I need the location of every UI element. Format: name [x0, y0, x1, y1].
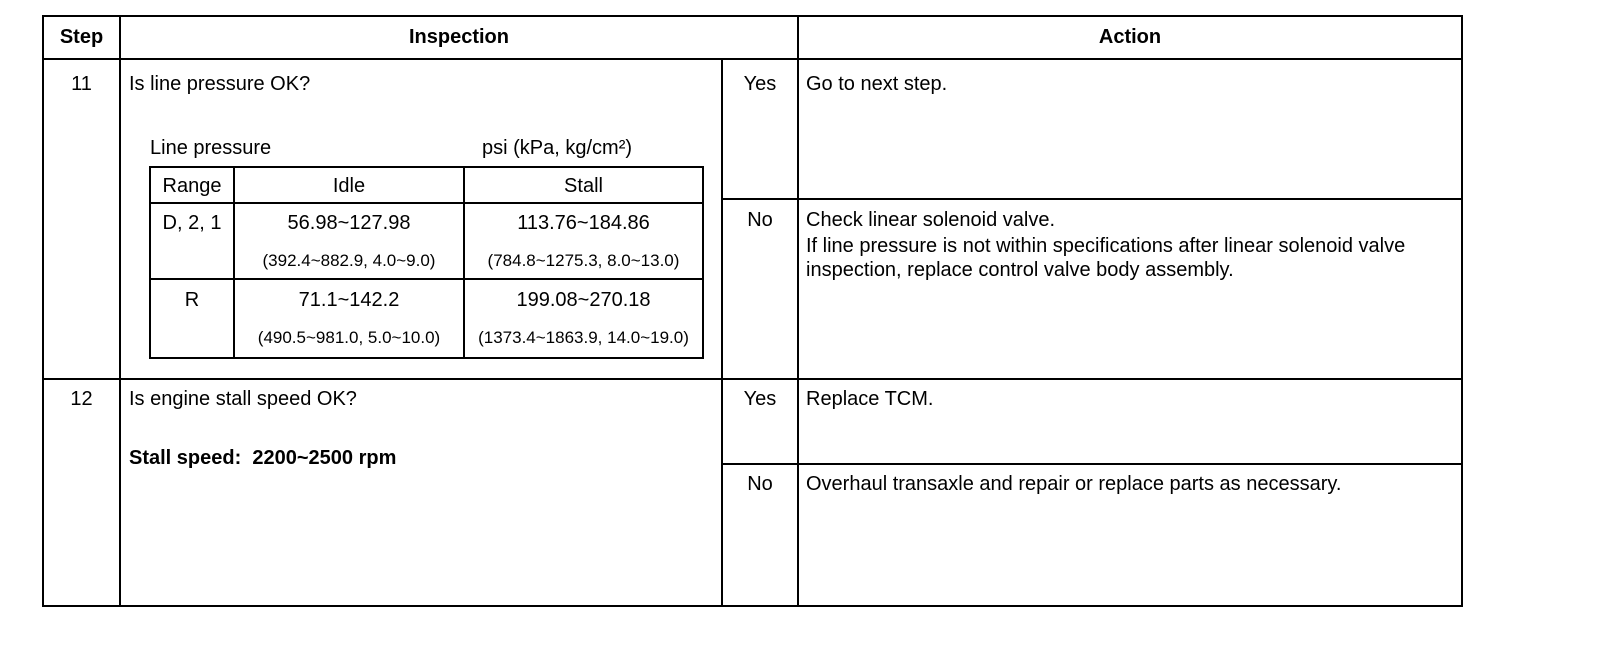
yesno-column-divider: [721, 58, 723, 607]
spec-stall-sub-cell: (784.8~1275.3, 8.0~13.0): [487, 251, 680, 270]
no-label: No: [747, 473, 773, 495]
spec-col-stall: Stall: [564, 175, 603, 197]
spec-range-cell: R: [184, 289, 200, 311]
spec-col-idle: Idle: [332, 175, 366, 197]
yes-label: Yes: [743, 388, 777, 410]
no-action-line-2: If line pressure is not within specifications after linear solenoid valve inspection, replace control valve body assembly.: [806, 235, 1406, 281]
row12-yesno-divider: [721, 463, 1463, 465]
inspection-question: Is line pressure OK?: [129, 73, 311, 95]
step-number: 12: [70, 388, 93, 410]
yes-action: Replace TCM.: [806, 388, 934, 410]
no-action-line-1: Check linear solenoid valve.: [806, 209, 1056, 231]
table-border-top: [42, 15, 1463, 17]
header-step: Step: [59, 26, 104, 48]
table-border-left: [42, 15, 44, 607]
spec-title: Line pressure: [150, 137, 272, 159]
yes-action: Go to next step.: [806, 73, 948, 95]
spec-units: psi (kPa, kg/cm²): [482, 137, 633, 159]
header-divider: [42, 58, 1463, 60]
spec-stall-cell: 199.08~270.18: [516, 289, 651, 311]
row11-yesno-divider: [721, 198, 1463, 200]
spec-idle-cell: 56.98~127.98: [287, 212, 411, 234]
spec-stall-sub-cell: (1373.4~1863.9, 14.0~19.0): [478, 328, 689, 347]
table-border-bottom: [42, 605, 1463, 607]
spec-stall-cell: 113.76~184.86: [517, 212, 650, 234]
spec-col-range: Range: [162, 175, 222, 197]
action-column-divider: [797, 15, 799, 607]
header-inspection: Inspection: [408, 26, 509, 48]
no-action: Overhaul transaxle and repair or replace parts as necessary.: [806, 473, 1342, 495]
stall-speed-spec: Stall speed: 2200~2500 rpm: [129, 447, 397, 469]
header-action: Action: [1098, 26, 1162, 48]
spec-header-divider: [149, 202, 704, 204]
spec-border-right: [702, 166, 704, 359]
row-divider: [42, 378, 1463, 380]
inspection-question: Is engine stall speed OK?: [129, 388, 357, 410]
step-number: 11: [71, 73, 92, 95]
spec-idle-sub-cell: (392.4~882.9, 4.0~9.0): [262, 251, 436, 270]
spec-idle-sub-cell: (490.5~981.0, 5.0~10.0): [257, 328, 441, 347]
table-border-right: [1461, 15, 1463, 607]
spec-range-cell: D, 2, 1: [162, 212, 222, 234]
step-column-divider: [119, 15, 121, 607]
spec-row-divider: [149, 278, 704, 280]
no-label: No: [747, 209, 773, 231]
spec-idle-cell: 71.1~142.2: [298, 289, 400, 311]
yes-label: Yes: [743, 73, 777, 95]
